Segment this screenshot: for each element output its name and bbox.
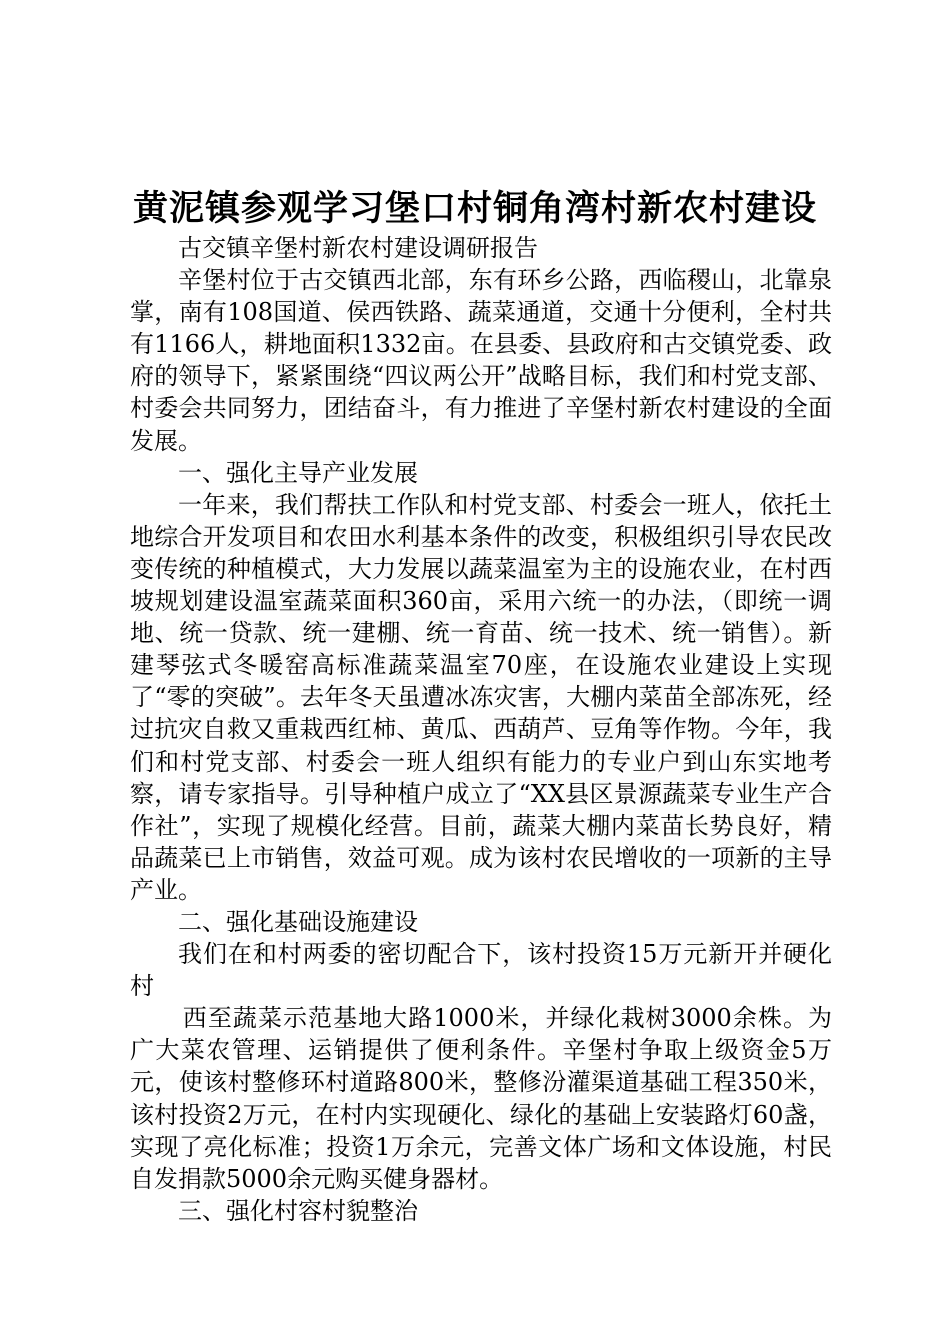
section-1-paragraph: 一年来，我们帮扶工作队和村党支部、村委会一班人，依托土地综合开发项目和农田水利基本条件的改变，积极组织引导农民改变传统的种植模式，大力发展以蔬菜温室为主的设施农业，在村西坡规划建设温室蔬菜面积360亩，采用六统一的办法，（即统一调地、统一贷款、统一建棚、统一育苗、统一技术、统一销售）。新建琴弦式冬暖窑高标准蔬菜温室70座，在设施农业建设上实现了“零的突破”。去年冬天虽遭冰冻灾害，大棚内菜苗全部冻死，经过抗灾自救又重栽西红柿、黄瓜、西葫芦、豆角等作物。今年，我们和村党支部、村委会一班人组织有能力的专业户到山东实地考察，请专家指导。引导种植户成立了“XX县区景源蔬菜专业生产合作社”，实现了规模化经营。目前，蔬菜大棚内菜苗长势良好，精品蔬菜已上市销售，效益可观。成为该村农民增收的一项新的主导产业。 xyxy=(130,490,832,904)
section-2-paragraph-b: 西至蔬菜示范基地大路1000米，并绿化栽树3000余株。为广大菜农管理、运销提供了便利条件。辛堡村争取上级资金5万元，使该村整修环村道路800米，整修汾灌渠道基础工程350米，该村投资2万元，在村内实现硬化、绿化的基础上安装路灯60盏，实现了亮化标准；投资1万余元，完善文体广场和文体设施，村民自发捐款5000余元购买健身器材。 xyxy=(130,1004,832,1193)
document-body xyxy=(130,232,832,1227)
report-subtitle: 古交镇辛堡村新农村建设调研报告 xyxy=(178,234,538,262)
section-heading-2: 二、强化基础设施建设 xyxy=(178,907,418,936)
document-title: 黄泥镇参观学习堡口村铜角湾村新农村建设 xyxy=(132,188,817,229)
section-heading-1: 一、强化主导产业发展 xyxy=(178,458,418,487)
intro-paragraph: 辛堡村位于古交镇西北部，东有环乡公路，西临稷山，北靠泉掌，南有108国道、侯西铁路、蔬菜通道，交通十分便利，全村共有1166人，耕地面积1332亩。在县委、县政府和古交镇党委、政府的领导下，紧紧围绕“四议两公开”战略目标，我们和村党支部、村委会共同努力，团结奋斗，有力推进了辛堡村新农村建设的全面发展。 xyxy=(130,266,832,455)
section-heading-3: 三、强化村容村貌整治 xyxy=(178,1196,418,1225)
section-2-paragraph-a: 我们在和村两委的密切配合下，该村投资15万元新开并硬化村 xyxy=(130,940,832,1001)
